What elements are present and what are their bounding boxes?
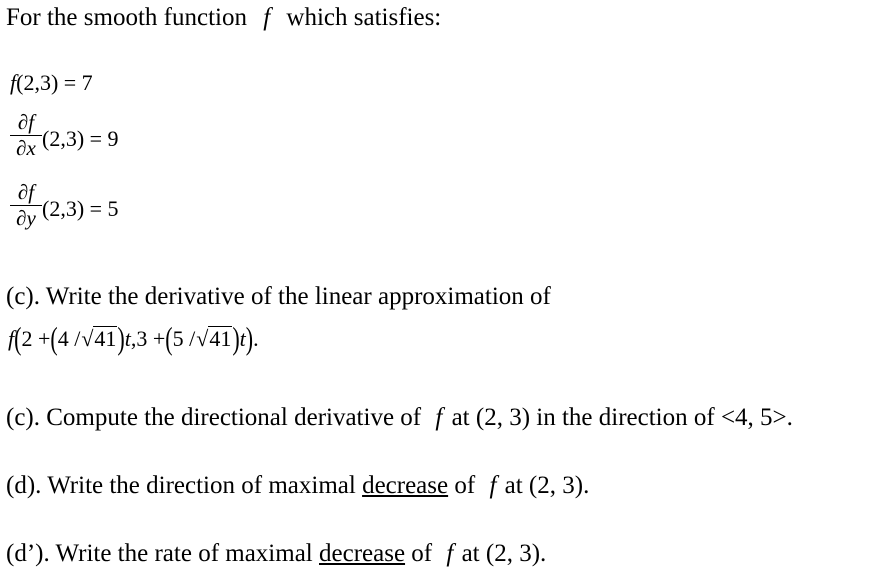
part-d-prime-prefix: (d’). Write the rate of maximal (6, 540, 313, 567)
fraction-numerator: ∂f (17, 110, 35, 134)
part-d-direction (6, 472, 589, 500)
radical-sign: √ (81, 326, 94, 351)
fraction-denominator: ∂y (16, 206, 36, 230)
part-d-of: of (454, 472, 476, 499)
linear-approx-expression (8, 320, 259, 357)
paren-open: ( (14, 320, 22, 357)
fraction-denominator: ∂x (16, 136, 36, 160)
part-d-suffix: at (2, 3). (504, 472, 590, 499)
condition-args: (2,3) = 5 (42, 196, 119, 221)
intro-line (6, 4, 441, 32)
part-c-directional-derivative (6, 404, 793, 432)
expr-term: 4 / (57, 326, 81, 351)
paren-close: ) (117, 320, 125, 357)
part-d-prime-rate (6, 540, 546, 568)
sqrt-41 (195, 326, 232, 352)
expr-term: 5 / (172, 326, 196, 351)
expr-period: . (253, 326, 259, 351)
radical-sign: √ (196, 326, 209, 351)
function-symbol: f (8, 326, 15, 351)
expr-term: 2 + (21, 326, 51, 351)
partial-y-fraction (10, 182, 42, 229)
intro-prefix: For the smooth function (6, 4, 247, 31)
expr-term: ,3 + (130, 326, 166, 351)
variable-t: t (239, 326, 246, 351)
paren-close: ) (232, 320, 240, 357)
part-c-linear-approx (6, 283, 551, 311)
radicand: 41 (94, 326, 117, 351)
fraction-numerator: ∂f (17, 180, 35, 204)
radicand: 41 (209, 326, 232, 351)
paren-open: ( (165, 320, 173, 357)
condition-args: (2,3) = 7 (16, 70, 93, 95)
condition-value (10, 70, 93, 96)
part-d-prime-of: of (411, 540, 433, 567)
function-symbol: f (446, 540, 454, 567)
part-c2-suffix: at (2, 3) in the direction of <4, 5>. (451, 404, 793, 431)
function-symbol: f (489, 472, 497, 499)
part-d-prefix: (d). Write the direction of maximal (6, 472, 356, 499)
function-symbol: f (10, 70, 17, 95)
function-symbol: f (435, 404, 443, 431)
partial-x-fraction (10, 112, 42, 159)
condition-args: (2,3) = 9 (42, 126, 119, 151)
variable-t: t (124, 326, 131, 351)
part-c-text: (c). Write the derivative of the linear approximation of (6, 283, 551, 310)
underlined-word: decrease (362, 472, 449, 499)
intro-suffix: which satisfies: (286, 4, 442, 31)
paren-open: ( (50, 320, 58, 357)
function-symbol: f (263, 4, 271, 31)
underlined-word: decrease (319, 540, 406, 567)
paren-close: ) (245, 320, 254, 357)
part-d-prime-suffix: at (2, 3). (461, 540, 547, 567)
sqrt-41 (80, 326, 117, 352)
part-c2-prefix: (c). Compute the directional derivative of (6, 404, 422, 431)
